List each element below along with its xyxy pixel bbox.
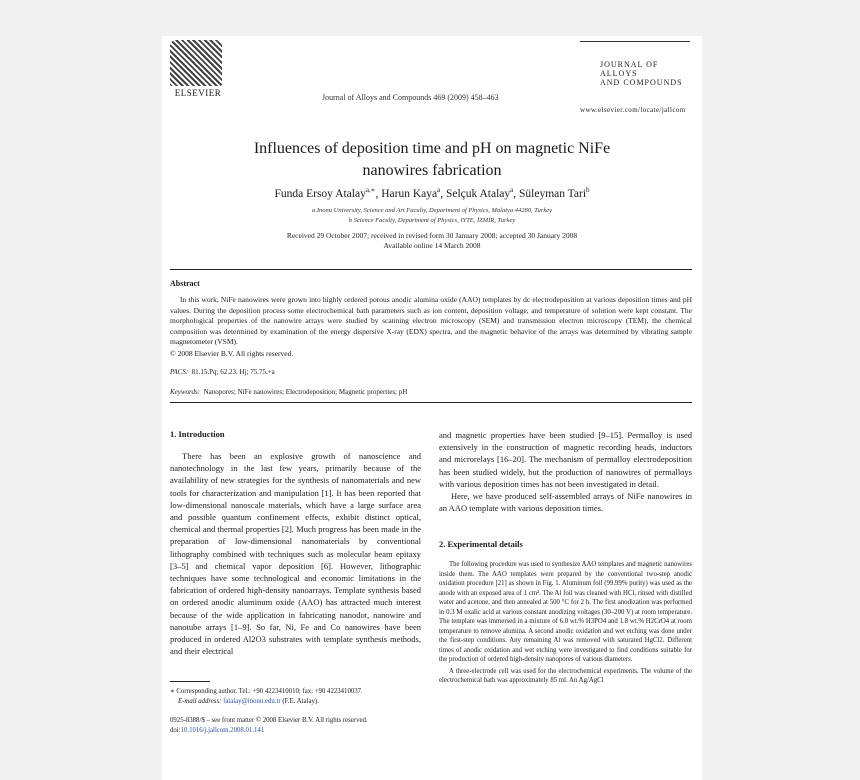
pacs-codes: 81.15.Pq; 62.23. Hj; 75.75.+a: [191, 368, 275, 376]
author-name: Harun Kaya: [381, 187, 438, 200]
issn-line: 0925-8388/$ – see front matter © 2008 Elsevier B.V. All rights reserved.: [170, 717, 368, 724]
doi-label: doi:: [170, 726, 181, 734]
email-label: E-mail address:: [178, 697, 222, 705]
keywords-line: [170, 388, 407, 396]
online-date: Available online 14 March 2008: [383, 241, 481, 250]
intro-paragraph: There has been an explosive growth of nanoscience and nanotechnology in the last few years, primarily because of the availability of new strategies for the synthesis of nanomaterials and new tools for characterization and manipulation [1]. It has been reported that low-dimensional nanoscale materials, which have a large surface area and possible quantum confinement effects, exhibit distinct optical, chemical and thermal properties [2]. Much progress has been made in the preparation of low-dimensional nanomaterials by conventional lithography combined with techniques such as molecular beam epitaxy [3–5] and chemical vapor deposition [6]. However, lithographic techniques have some technological and economic limitations in the fabrication of ordered high-density nanoarrays. Template synthesis based on ordered anodic aluminum oxide (AAO) has attracted much interest because of the wide application in fabricating nanodot, nanowire and nanotube arrays [1–9]. So far, Ni, Fe and Co nanowires have been produced in ordered Al2O3 substrates with template synthesis methods, and their electrical: [170, 451, 421, 657]
received-dates: Received 29 October 2007; received in revised form 30 January 2008; accepted 30 January 2008: [286, 231, 578, 240]
abstract-top-rule: [170, 269, 692, 270]
elsevier-tree-icon: [170, 40, 222, 86]
keywords-list: Nanopores; NiFe nanowires; Electrodeposition; Magnetic properties; pH: [203, 388, 408, 396]
email-line: [170, 697, 421, 707]
journal-box-title: JOURNAL OF ALLOYS AND COMPOUNDS: [600, 60, 683, 87]
right-column-intro: [439, 429, 692, 514]
intro-heading: 1. Introduction: [170, 429, 225, 439]
experimental-paragraph-1: The following procedure was used to synthesize AAO templates and magnetic nanowires inside them. The AAO templates were prepared by the conventional two-step anodic oxidation procedure [21] as shown in Fig. 1. Aluminum foil (99.99% purity) was used as the anode with an exposed area of 1 cm². The Al foil was cleaned with HCl, rinsed with distilled water and acetone, and then annealed at 500 °C for 2 h. The first anodization was performed in 0.3 M oxalic acid at various constant anodizing voltages (30–200 V) at room temperature. The template was immersed in a mixture of 6.0 wt.% H3PO4 and 1.8 wt.% H2CrO4 at room temperature to remove alumina. A second anodic oxidation and wet etching was done under the first-step conditions. Any remaining Al was removed with saturated HgCl2. Different times of anodic oxidation and wet etching were investigated to find conditions suitable for the production of ordered high-density nanopores of various diameters.: [439, 561, 692, 663]
experimental-paragraph-2: A three-electrode cell was used for the electrochemical experiments. The volume of the electrochemical bath was approximately 85 ml. An Ag/AgCl: [439, 667, 692, 684]
abstract-body: In this work, NiFe nanowires were grown into highly ordered porous anodic alumina oxide (AAO) templates by dc electrodeposition at various deposition times and pH values. During the deposition process some electrochemical bath parameters such as ion content, deposition voltage, and temperature of solution were kept constant. The morphological properties of the nanowire arrays were studied by scanning electron microscopy (SEM) and transmission electron microscopy (TEM), the chemical composition was determined by examination of the energy dispersive X-ray (EDX) spectra, and the magnetic behavior of the arrays was determined by vibrating sample magnetometer (VSM).: [170, 295, 692, 346]
publisher-logo-text: ELSEVIER: [174, 88, 222, 98]
journal-url[interactable]: www.elsevier.com/locate/jallcom: [580, 106, 686, 114]
doi-link[interactable]: 10.1016/j.jallcom.2008.01.141: [180, 726, 265, 734]
abstract-heading: Abstract: [170, 279, 200, 288]
abstract-copyright: © 2008 Elsevier B.V. All rights reserved.: [170, 349, 294, 358]
footnote-rule: [170, 681, 210, 682]
author-name: Funda Ersoy Atalay: [274, 187, 366, 200]
doi-line: [170, 726, 421, 736]
author-sup[interactable]: b: [586, 186, 590, 194]
journal-logo-box: [580, 41, 690, 114]
journal-reference: Journal of Alloys and Compounds 469 (2009) 458–463: [322, 93, 499, 102]
intro-column: [170, 450, 421, 657]
paper-page: [162, 36, 702, 780]
experimental-heading: 2. Experimental details: [439, 539, 523, 549]
email-link[interactable]: fatalay@inonu.edu.tr: [223, 697, 281, 705]
author-sup[interactable]: a: [437, 186, 441, 194]
author-name: Selçuk Atalay: [445, 187, 511, 200]
pacs-line: [170, 368, 275, 376]
experimental-column: [439, 560, 692, 686]
abstract-bottom-rule: [170, 402, 692, 403]
pacs-label: PACS:: [170, 368, 189, 376]
intro-continuation: and magnetic properties have been studied [9–15]. Permalloy is used extensively in the construction of magnetic recording heads, inductors and microrelays [16–20]. The mechanism of permalloy electrodeposition has been studied widely, but the production of nanowires of permalloys with various deposition times has not been investigated in detail.: [439, 430, 692, 489]
article-title: Influences of deposition time and pH on magnetic NiFe nanowires fabrication: [253, 140, 611, 179]
affiliation-a: a Inonu University, Science and Art Faculty, Department of Physics, Malatya 44280, Turkey: [312, 207, 552, 214]
elsevier-logo: [170, 40, 226, 102]
affiliation-b: b Science Faculty, Department of Physics, IYTE, İZMİR, Turkey: [348, 217, 516, 224]
footnotes: [170, 687, 421, 735]
keywords-label: Keywords:: [170, 388, 201, 396]
corresponding-author: ∗ Corresponding author. Tel.: +90 4223410010; fax: +90 4223410037.: [170, 688, 363, 695]
author-sup[interactable]: a: [510, 186, 514, 194]
intro-paragraph-2: Here, we have produced self-assembled arrays of NiFe nanowires in an AAO template with various deposition times.: [439, 491, 692, 514]
author-list: Funda Ersoy Atalay$^{a,∗}$, Harun Kaya$^a$, Selçuk Atalay$^a$, Süleyman Tari$^b$: [274, 186, 590, 200]
email-tail: (F.E. Atalay).: [282, 697, 319, 705]
author-name: Süleyman Tari: [519, 187, 587, 200]
author-sup[interactable]: a,∗: [365, 186, 376, 194]
